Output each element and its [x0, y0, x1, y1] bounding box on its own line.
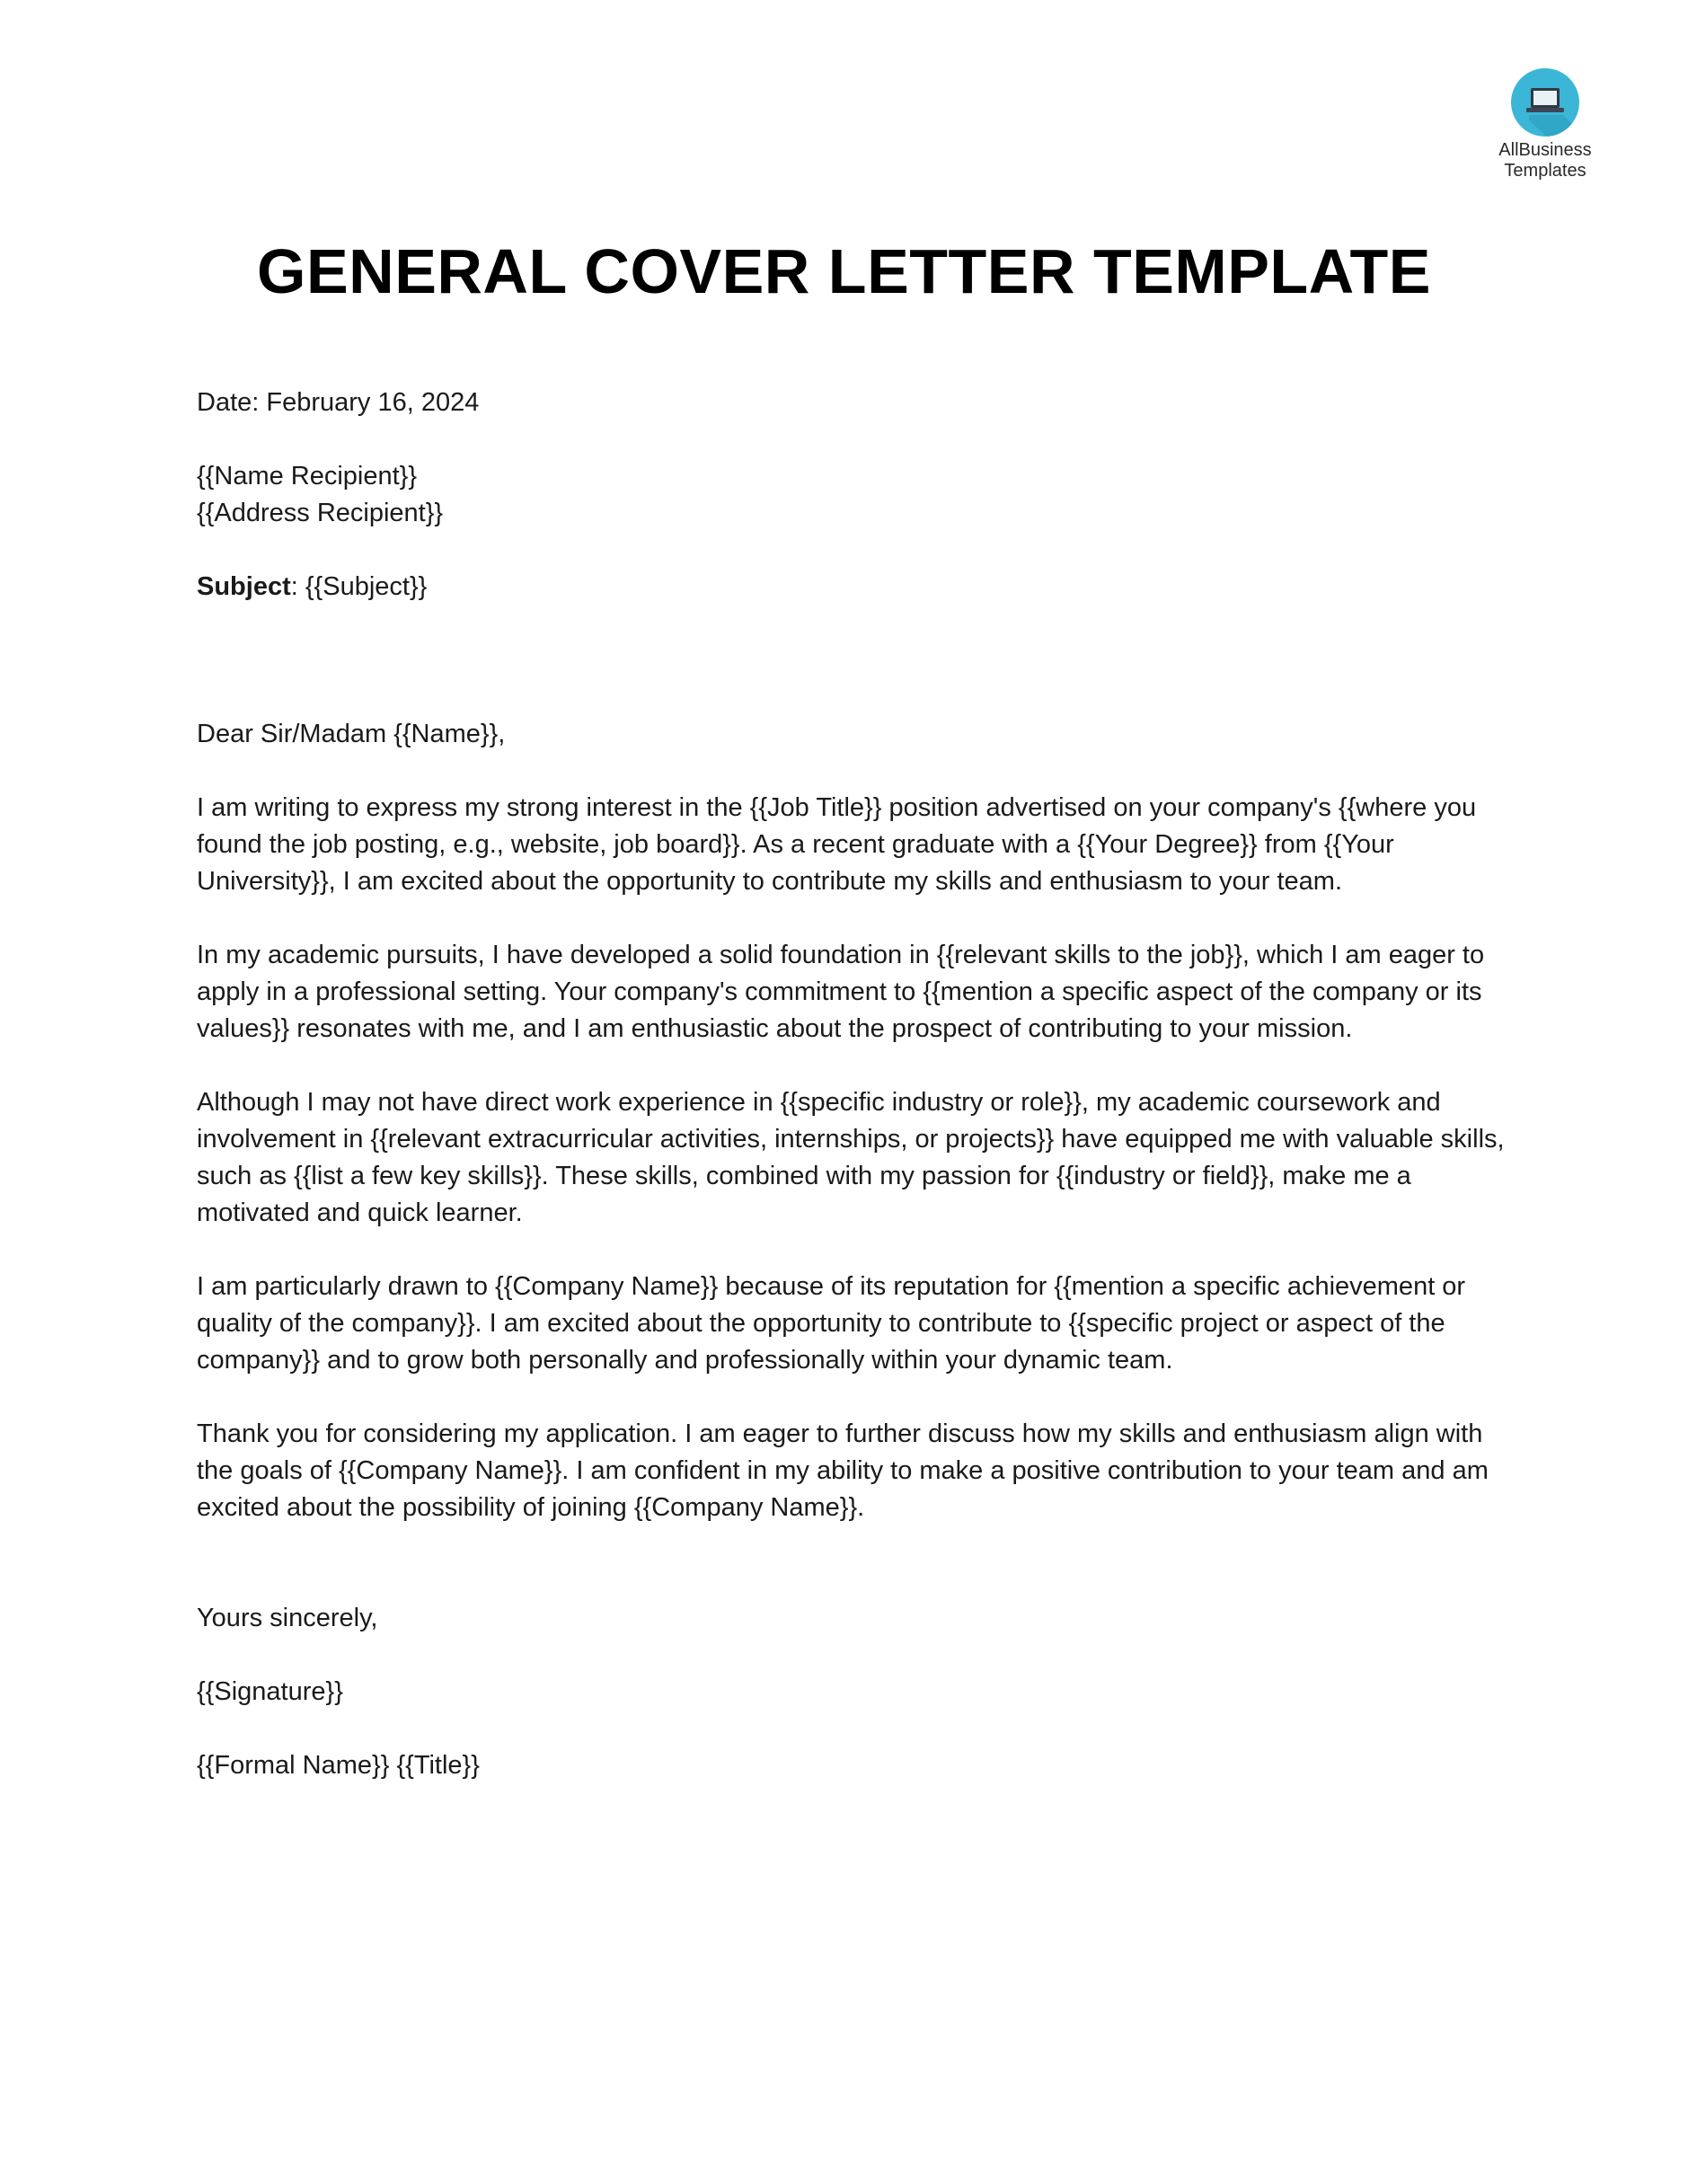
document-title: GENERAL COVER LETTER TEMPLATE — [257, 236, 1431, 306]
subject-value: : {{Subject}} — [290, 572, 428, 601]
recipient-block — [197, 458, 1508, 532]
closing: Yours sincerely, — [197, 1604, 378, 1632]
body-paragraph-1: I am writing to express my strong interest in the {{Job Title}} position advertised on your company's {{where you found the job posting, e.g., website, job board}}. As a recent graduate with a {{Your Degree}} from {{Your University}}, I am excited about the opportunity to contribute my skills and enthusiasm to your team. — [197, 793, 1477, 896]
body-paragraph-3: Although I may not have direct work experience in {{specific industry or role}}, my academic coursework and involvement in {{relevant extracurricular activities, internships, or projects}} have equipped me with valuable skills, such as {{list a few key skills}}. These skills, combined with my passion for {{industry or field}}, make me a motivated and quick learner. — [197, 1088, 1505, 1227]
body-paragraph-4: I am particularly drawn to {{Company Name}} because of its reputation for {{mention a specific achievement or quality of the company}}. I am excited about the opportunity to contribute to {{specific project or aspect of the company}} and to grow both personally and professionally within your dynamic team. — [197, 1272, 1466, 1375]
logo-text-line-2: Templates — [1504, 161, 1586, 181]
logo-text-line-1: AllBusiness — [1498, 140, 1592, 160]
salutation: Dear Sir/Madam {{Name}}, — [197, 720, 506, 748]
body-paragraph-5: Thank you for considering my application. I am eager to further discuss how my skills and enthusiasm align with the goals of {{Company Name}}. I am confident in my ability to make a positive contribution to your team and am excited about the possibility of joining {{Company Name}}. — [197, 1419, 1489, 1522]
letter-body — [197, 385, 1508, 1784]
signature: {{Signature}} — [197, 1677, 343, 1706]
letter-date: Date: February 16, 2024 — [197, 388, 480, 417]
recipient-name: {{Name Recipient}} — [197, 462, 418, 491]
subject-line — [197, 569, 1508, 606]
formal-name: {{Formal Name}} {{Title}} — [197, 1751, 480, 1780]
body-paragraph-2: In my academic pursuits, I have developed a solid foundation in {{relevant skills to the job}}, which I am eager to apply in a professional setting. Your company's commitment to {{mention a specific aspect of the company or its values}} resonates with me, and I am enthusiastic about the prospect of contributing to your mission. — [197, 941, 1485, 1043]
laptop-icon — [1511, 68, 1579, 137]
brand-logo — [1473, 68, 1617, 181]
subject-label: Subject — [197, 572, 291, 601]
recipient-address: {{Address Recipient}} — [197, 499, 444, 527]
